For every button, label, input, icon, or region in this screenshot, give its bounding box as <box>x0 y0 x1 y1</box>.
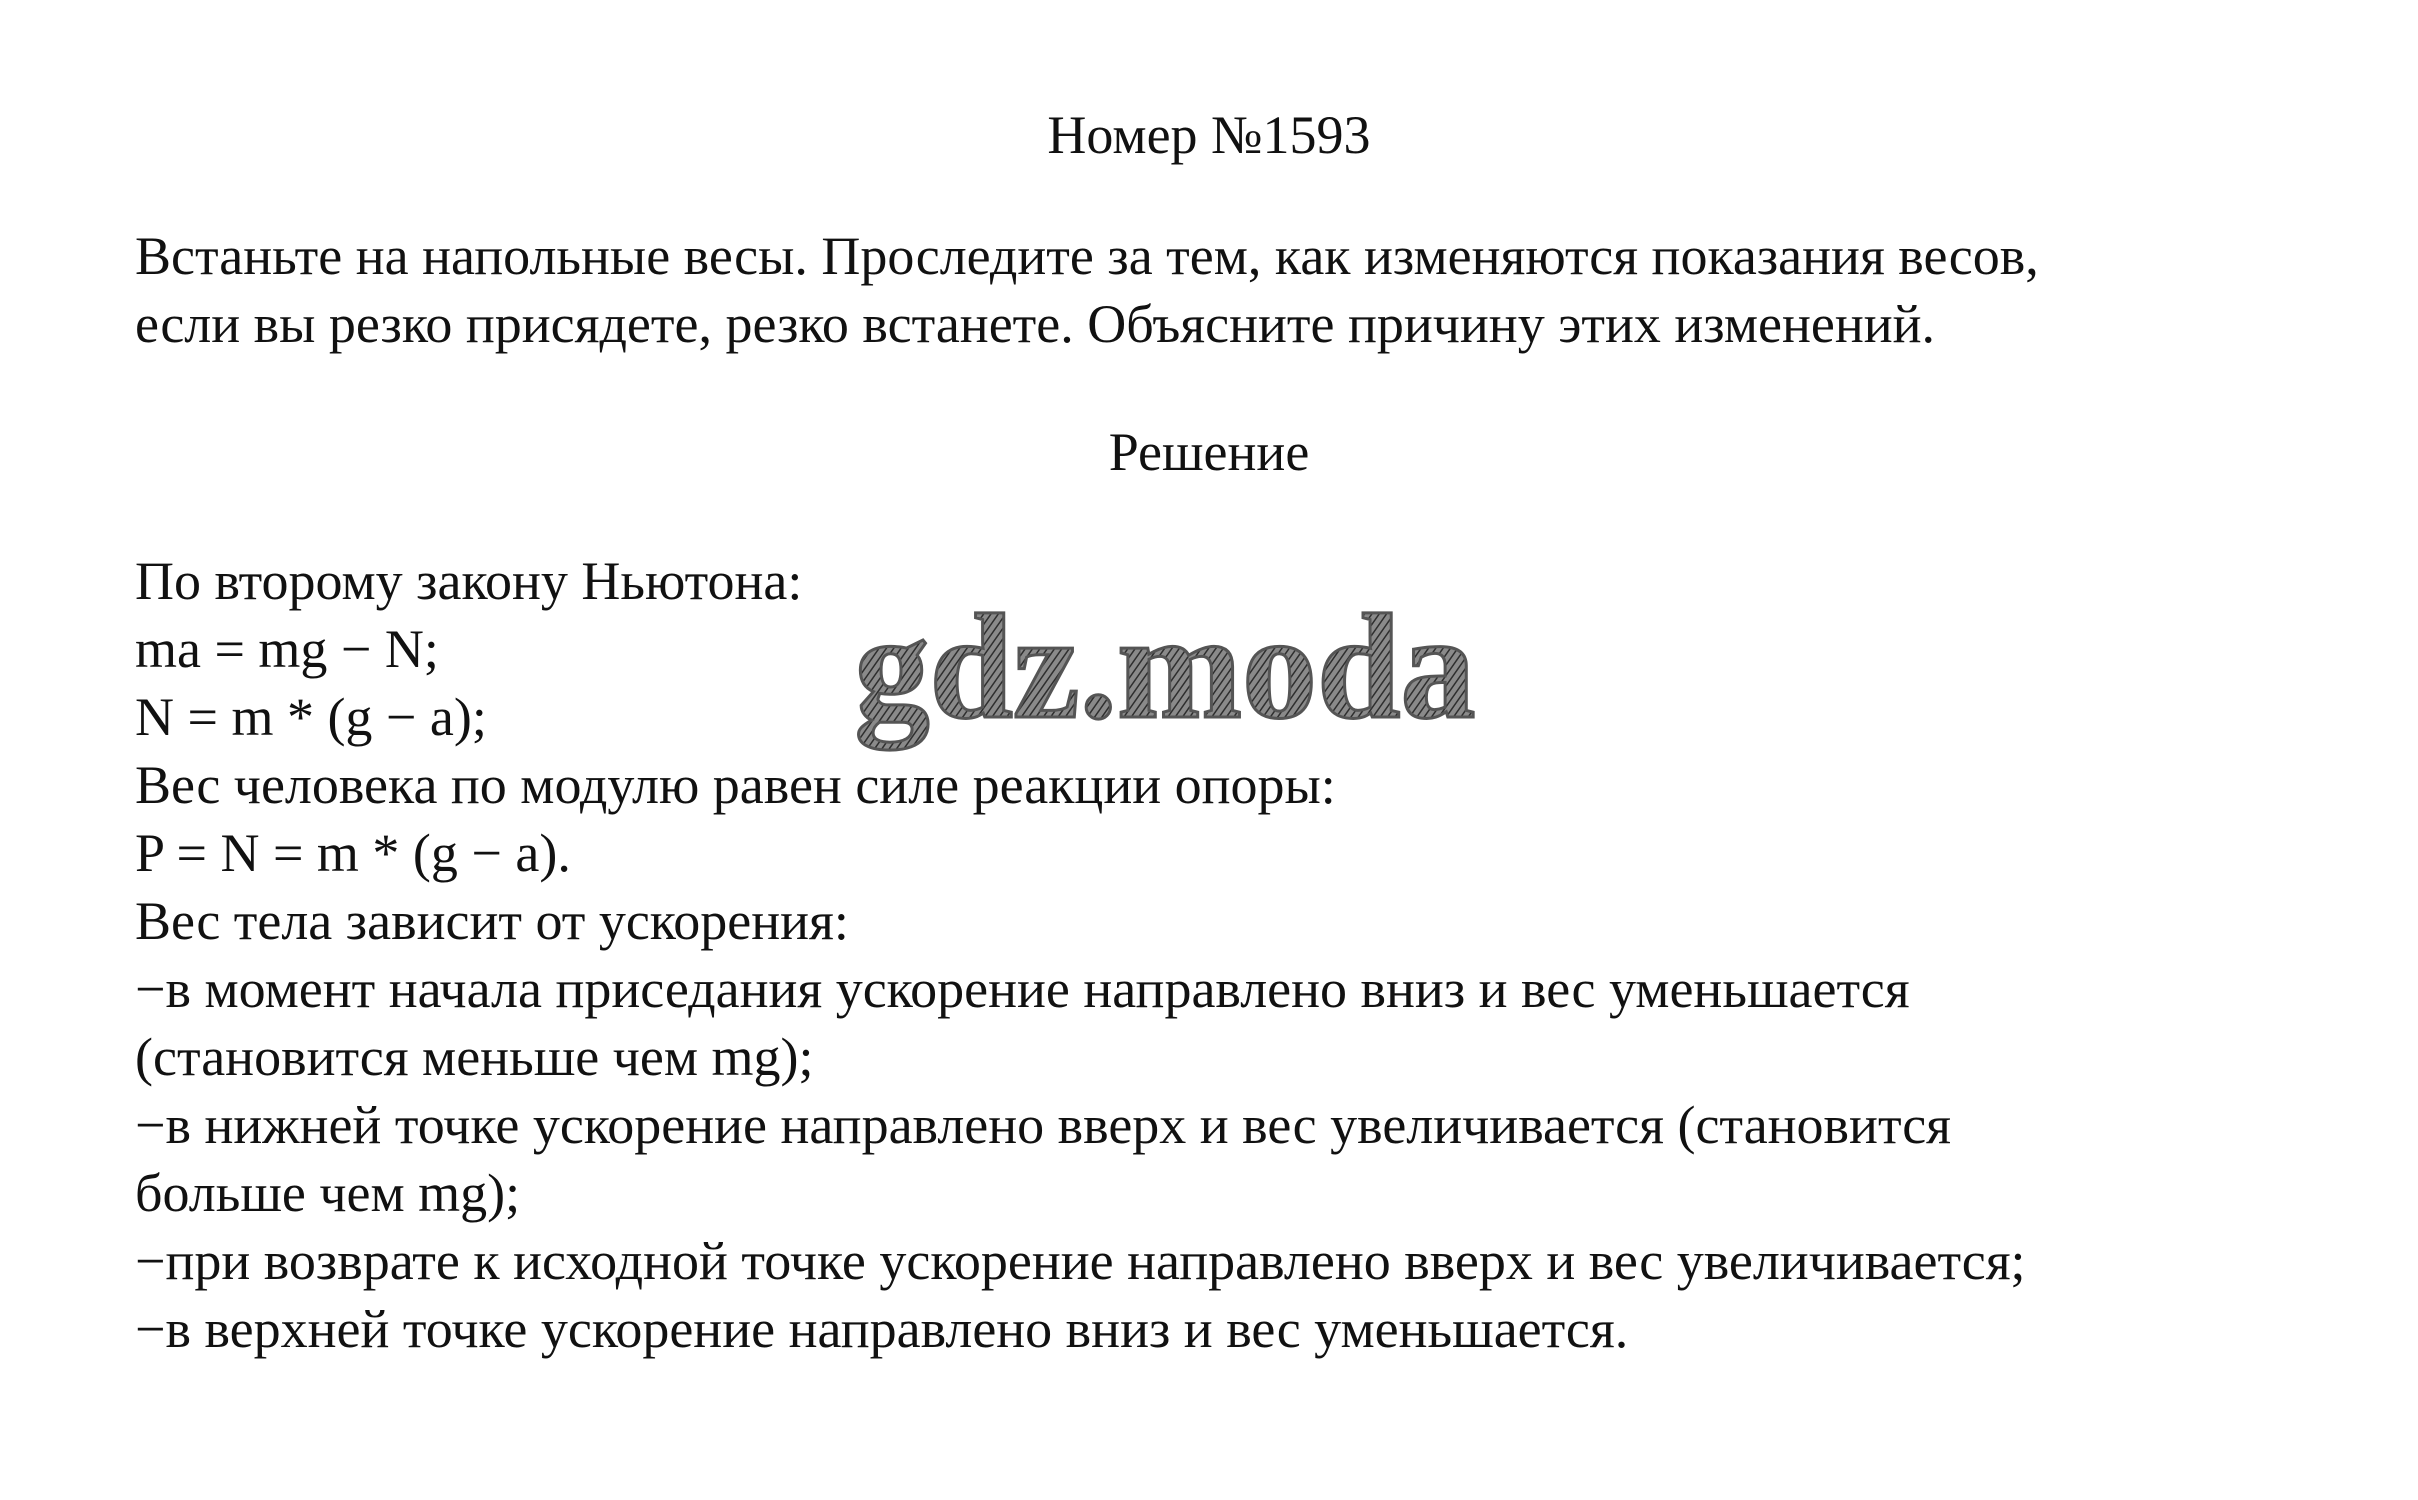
solution-line: P = N = m * (g − a). <box>135 823 571 883</box>
watermark-text: gdz.moda <box>854 592 1476 750</box>
solution-line: −в верхней точке ускорение направлено вниз и вес уменьшается. <box>135 1299 1629 1359</box>
solution-line: Вес человека по модулю равен силе реакции опоры: <box>135 755 1336 815</box>
solution-line: ma = mg − N; <box>135 619 439 679</box>
solution-body <box>135 547 2335 1363</box>
task-line: Встаньте на напольные весы. Проследите за тем, как изменяются показания весов, <box>135 226 2039 286</box>
task-statement <box>135 222 2335 358</box>
solution-line: −при возврате к исходной точке ускорение направлено вверх и вес увеличивается; <box>135 1231 2026 1291</box>
solution-line: N = m * (g − a); <box>135 687 487 747</box>
solution-line: (становится меньше чем mg); <box>135 1027 814 1087</box>
solution-line: −в нижней точке ускорение направлено вверх и вес увеличивается (становится <box>135 1095 1952 1155</box>
solution-line: Вес тела зависит от ускорения: <box>135 891 849 951</box>
task-line: если вы резко присядете, резко встанете. Объясните причину этих изменений. <box>135 294 1936 354</box>
solution-heading: Решение <box>1108 422 1310 482</box>
page-title: Номер №1593 <box>1047 105 1371 165</box>
solution-line: −в момент начала приседания ускорение направлено вниз и вес уменьшается <box>135 959 1910 1019</box>
solution-line: больше чем mg); <box>135 1163 521 1223</box>
solution-line: По второму закону Ньютона: <box>135 551 803 611</box>
